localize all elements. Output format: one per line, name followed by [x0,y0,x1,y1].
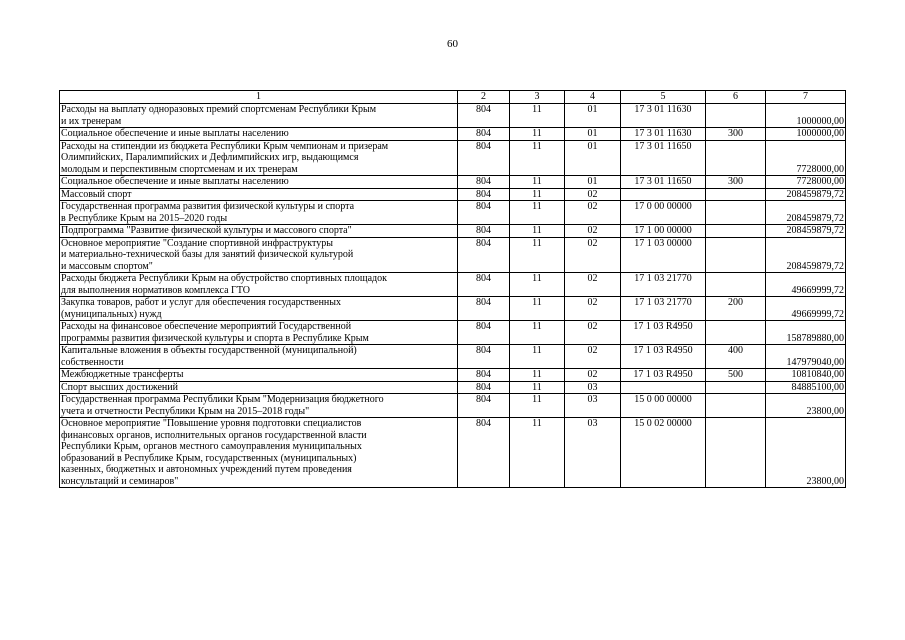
subsection-code-cell: 01 [565,176,621,189]
table-row [60,104,846,128]
table-row [60,321,846,345]
amount-cell: 7728000,00 [766,140,846,176]
header-cell: 6 [706,91,766,104]
target-code-cell: 17 1 03 21770 [621,273,706,297]
amount-cell: 23800,00 [766,394,846,418]
subsection-code-cell: 03 [565,394,621,418]
row-name-cell: Капитальные вложения в объекты государственной (муниципальной) собственности [60,345,458,369]
expense-type-cell: 500 [706,369,766,382]
header-cell: 2 [458,91,510,104]
row-name-cell: Основное мероприятие "Повышение уровня подготовки специалистов финансовых органов, исполнительных органов государственной власти Республики Крым, органов местного самоуправления муниципальных образований в Республике Крым, государственных (муниципальных) казенных, бюджетных и автономных учреждений путем проведения консультаций и семинаров" [60,418,458,488]
amount-cell: 208459879,72 [766,237,846,273]
expense-type-cell [706,273,766,297]
section-code-cell: 804 [458,201,510,225]
chapter-code-cell: 11 [510,201,565,225]
chapter-code-cell: 11 [510,237,565,273]
chapter-code-cell: 11 [510,418,565,488]
expense-type-cell [706,321,766,345]
table-row [60,418,846,488]
row-name-cell: Основное мероприятие "Создание спортивной инфраструктуры и материально-технической базы для занятий физической культурой и массовым спортом" [60,237,458,273]
section-code-cell: 804 [458,188,510,201]
expense-type-cell: 300 [706,176,766,189]
expense-type-cell [706,104,766,128]
header-cell: 5 [621,91,706,104]
subsection-code-cell: 02 [565,273,621,297]
expense-type-cell [706,418,766,488]
section-code-cell: 804 [458,321,510,345]
subsection-code-cell: 02 [565,297,621,321]
amount-cell: 49669999,72 [766,297,846,321]
section-code-cell: 804 [458,273,510,297]
header-cell: 7 [766,91,846,104]
chapter-code-cell: 11 [510,128,565,141]
expense-type-cell [706,188,766,201]
target-code-cell: 15 0 02 00000 [621,418,706,488]
expense-type-cell [706,381,766,394]
header-cell: 3 [510,91,565,104]
row-name-cell: Расходы на выплату одноразовых премий спортсменам Республики Крым и их тренерам [60,104,458,128]
table-row [60,369,846,382]
row-name-cell: Закупка товаров, работ и услуг для обеспечения государственных (муниципальных) нужд [60,297,458,321]
section-code-cell: 804 [458,104,510,128]
expense-type-cell [706,237,766,273]
amount-cell: 23800,00 [766,418,846,488]
target-code-cell: 17 3 01 11650 [621,140,706,176]
section-code-cell: 804 [458,140,510,176]
expense-type-cell [706,140,766,176]
subsection-code-cell: 02 [565,188,621,201]
chapter-code-cell: 11 [510,297,565,321]
target-code-cell: 17 1 03 21770 [621,297,706,321]
table-row [60,201,846,225]
chapter-code-cell: 11 [510,225,565,238]
target-code-cell: 17 0 00 00000 [621,201,706,225]
amount-cell: 158789880,00 [766,321,846,345]
section-code-cell: 804 [458,369,510,382]
expense-type-cell [706,225,766,238]
table-row [60,140,846,176]
subsection-code-cell: 02 [565,225,621,238]
target-code-cell: 17 1 03 R4950 [621,369,706,382]
row-name-cell: Спорт высших достижений [60,381,458,394]
subsection-code-cell: 03 [565,381,621,394]
table-row [60,176,846,189]
table-row [60,273,846,297]
chapter-code-cell: 11 [510,321,565,345]
row-name-cell: Социальное обеспечение и иные выплаты населению [60,128,458,141]
amount-cell: 147979040,00 [766,345,846,369]
expense-type-cell: 200 [706,297,766,321]
table-header-row [60,91,846,104]
expense-type-cell: 400 [706,345,766,369]
table-row [60,345,846,369]
target-code-cell: 17 3 01 11650 [621,176,706,189]
amount-cell: 208459879,72 [766,225,846,238]
amount-cell: 208459879,72 [766,201,846,225]
chapter-code-cell: 11 [510,345,565,369]
row-name-cell: Расходы бюджета Республики Крым на обустройство спортивных площадок для выполнения нормативов комплекса ГТО [60,273,458,297]
chapter-code-cell: 11 [510,140,565,176]
expense-type-cell [706,394,766,418]
target-code-cell: 17 3 01 11630 [621,128,706,141]
chapter-code-cell: 11 [510,273,565,297]
target-code-cell: 17 1 03 00000 [621,237,706,273]
target-code-cell: 17 1 00 00000 [621,225,706,238]
target-code-cell: 17 1 03 R4950 [621,321,706,345]
subsection-code-cell: 02 [565,201,621,225]
expense-type-cell: 300 [706,128,766,141]
section-code-cell: 804 [458,176,510,189]
subsection-code-cell: 02 [565,345,621,369]
target-code-cell: 17 1 03 R4950 [621,345,706,369]
section-code-cell: 804 [458,394,510,418]
subsection-code-cell: 02 [565,369,621,382]
subsection-code-cell: 01 [565,140,621,176]
chapter-code-cell: 11 [510,394,565,418]
amount-cell: 1000000,00 [766,104,846,128]
table-row [60,237,846,273]
subsection-code-cell: 02 [565,237,621,273]
target-code-cell [621,188,706,201]
subsection-code-cell: 01 [565,104,621,128]
chapter-code-cell: 11 [510,188,565,201]
amount-cell: 1000000,00 [766,128,846,141]
subsection-code-cell: 02 [565,321,621,345]
section-code-cell: 804 [458,237,510,273]
section-code-cell: 804 [458,345,510,369]
chapter-code-cell: 11 [510,381,565,394]
chapter-code-cell: 11 [510,104,565,128]
amount-cell: 84885100,00 [766,381,846,394]
table-row [60,188,846,201]
section-code-cell: 804 [458,297,510,321]
target-code-cell [621,381,706,394]
section-code-cell: 804 [458,225,510,238]
amount-cell: 49669999,72 [766,273,846,297]
row-name-cell: Расходы на стипендии из бюджета Республики Крым чемпионам и призерам Олимпийских, Паралимпийских и Дефлимпийских игр, выдающимся молодым и перспективным спортсменам и их тренерам [60,140,458,176]
row-name-cell: Государственная программа Республики Крым "Модернизация бюджетного учета и отчетности Республики Крым на 2015–2018 годы" [60,394,458,418]
row-name-cell: Социальное обеспечение и иные выплаты населению [60,176,458,189]
amount-cell: 7728000,00 [766,176,846,189]
table-row [60,394,846,418]
section-code-cell: 804 [458,418,510,488]
budget-table [59,90,846,488]
header-cell: 1 [60,91,458,104]
table-row [60,225,846,238]
amount-cell: 208459879,72 [766,188,846,201]
table-row [60,381,846,394]
table-row [60,297,846,321]
table-row [60,128,846,141]
row-name-cell: Расходы на финансовое обеспечение мероприятий Государственной программы развития физической культуры и спорта в Республике Крым [60,321,458,345]
chapter-code-cell: 11 [510,369,565,382]
row-name-cell: Массовый спорт [60,188,458,201]
row-name-cell: Подпрограмма "Развитие физической культуры и массового спорта" [60,225,458,238]
subsection-code-cell: 03 [565,418,621,488]
row-name-cell: Государственная программа развития физической культуры и спорта в Республике Крым на 2015–2020 годы [60,201,458,225]
target-code-cell: 17 3 01 11630 [621,104,706,128]
row-name-cell: Межбюджетные трансферты [60,369,458,382]
amount-cell: 10810840,00 [766,369,846,382]
header-cell: 4 [565,91,621,104]
target-code-cell: 15 0 00 00000 [621,394,706,418]
page-number: 60 [447,38,458,50]
expense-type-cell [706,201,766,225]
subsection-code-cell: 01 [565,128,621,141]
chapter-code-cell: 11 [510,176,565,189]
section-code-cell: 804 [458,128,510,141]
section-code-cell: 804 [458,381,510,394]
